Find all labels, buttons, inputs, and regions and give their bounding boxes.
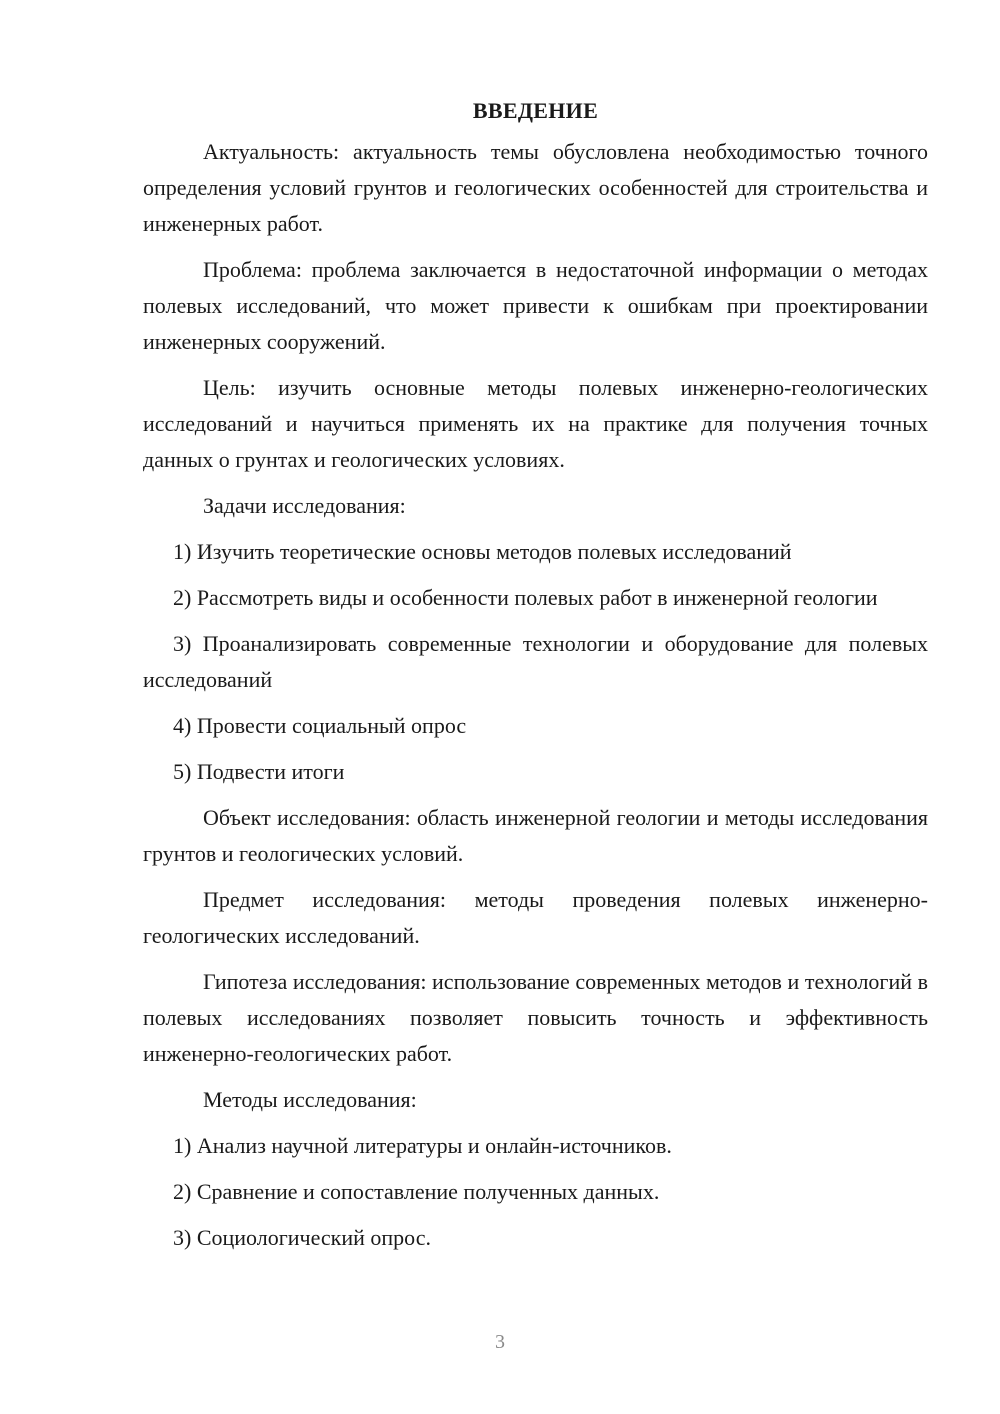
hypothesis-paragraph: Гипотеза исследования: использование современных методов и технологий в полевых исследованиях позволяет повысить точность и эффективность инженерно-геологических работ. (143, 969, 928, 1066)
relevance-paragraph: Актуальность: актуальность темы обусловлена необходимостью точного определения условий грунтов и геологических особенностей для строительства и инженерных работ. (143, 139, 928, 236)
method-item: 3) Социологический опрос. (173, 1225, 431, 1250)
subject-paragraph: Предмет исследования: методы проведения полевых инженерно-геологических исследований. (143, 887, 928, 948)
task-item: 3) Проанализировать современные технологии и оборудование для полевых исследований (143, 631, 928, 692)
task-item: 4) Провести социальный опрос (173, 713, 467, 738)
task-item: 2) Рассмотреть виды и особенности полевых работ в инженерной геологии (173, 585, 878, 610)
task-item: 5) Подвести итоги (173, 759, 345, 784)
document-page (143, 96, 928, 1266)
problem-paragraph: Проблема: проблема заключается в недостаточной информации о методах полевых исследований, что может привести к ошибкам при проектировании инженерных сооружений. (143, 257, 928, 354)
page-number: 3 (495, 1331, 505, 1353)
section-heading: ВВЕДЕНИЕ (472, 98, 599, 123)
method-item: 2) Сравнение и сопоставление полученных данных. (173, 1179, 660, 1204)
goal-paragraph: Цель: изучить основные методы полевых инженерно-геологических исследований и научиться применять их на практике для получения точных данных о грунтах и геологических условиях. (143, 375, 928, 472)
task-item: 1) Изучить теоретические основы методов полевых исследований (173, 539, 792, 564)
methods-title: Методы исследования: (203, 1087, 417, 1112)
method-item: 1) Анализ научной литературы и онлайн-источников. (173, 1133, 672, 1158)
tasks-title: Задачи исследования: (203, 493, 406, 518)
object-paragraph: Объект исследования: область инженерной геологии и методы исследования грунтов и геологических условий. (143, 805, 928, 866)
